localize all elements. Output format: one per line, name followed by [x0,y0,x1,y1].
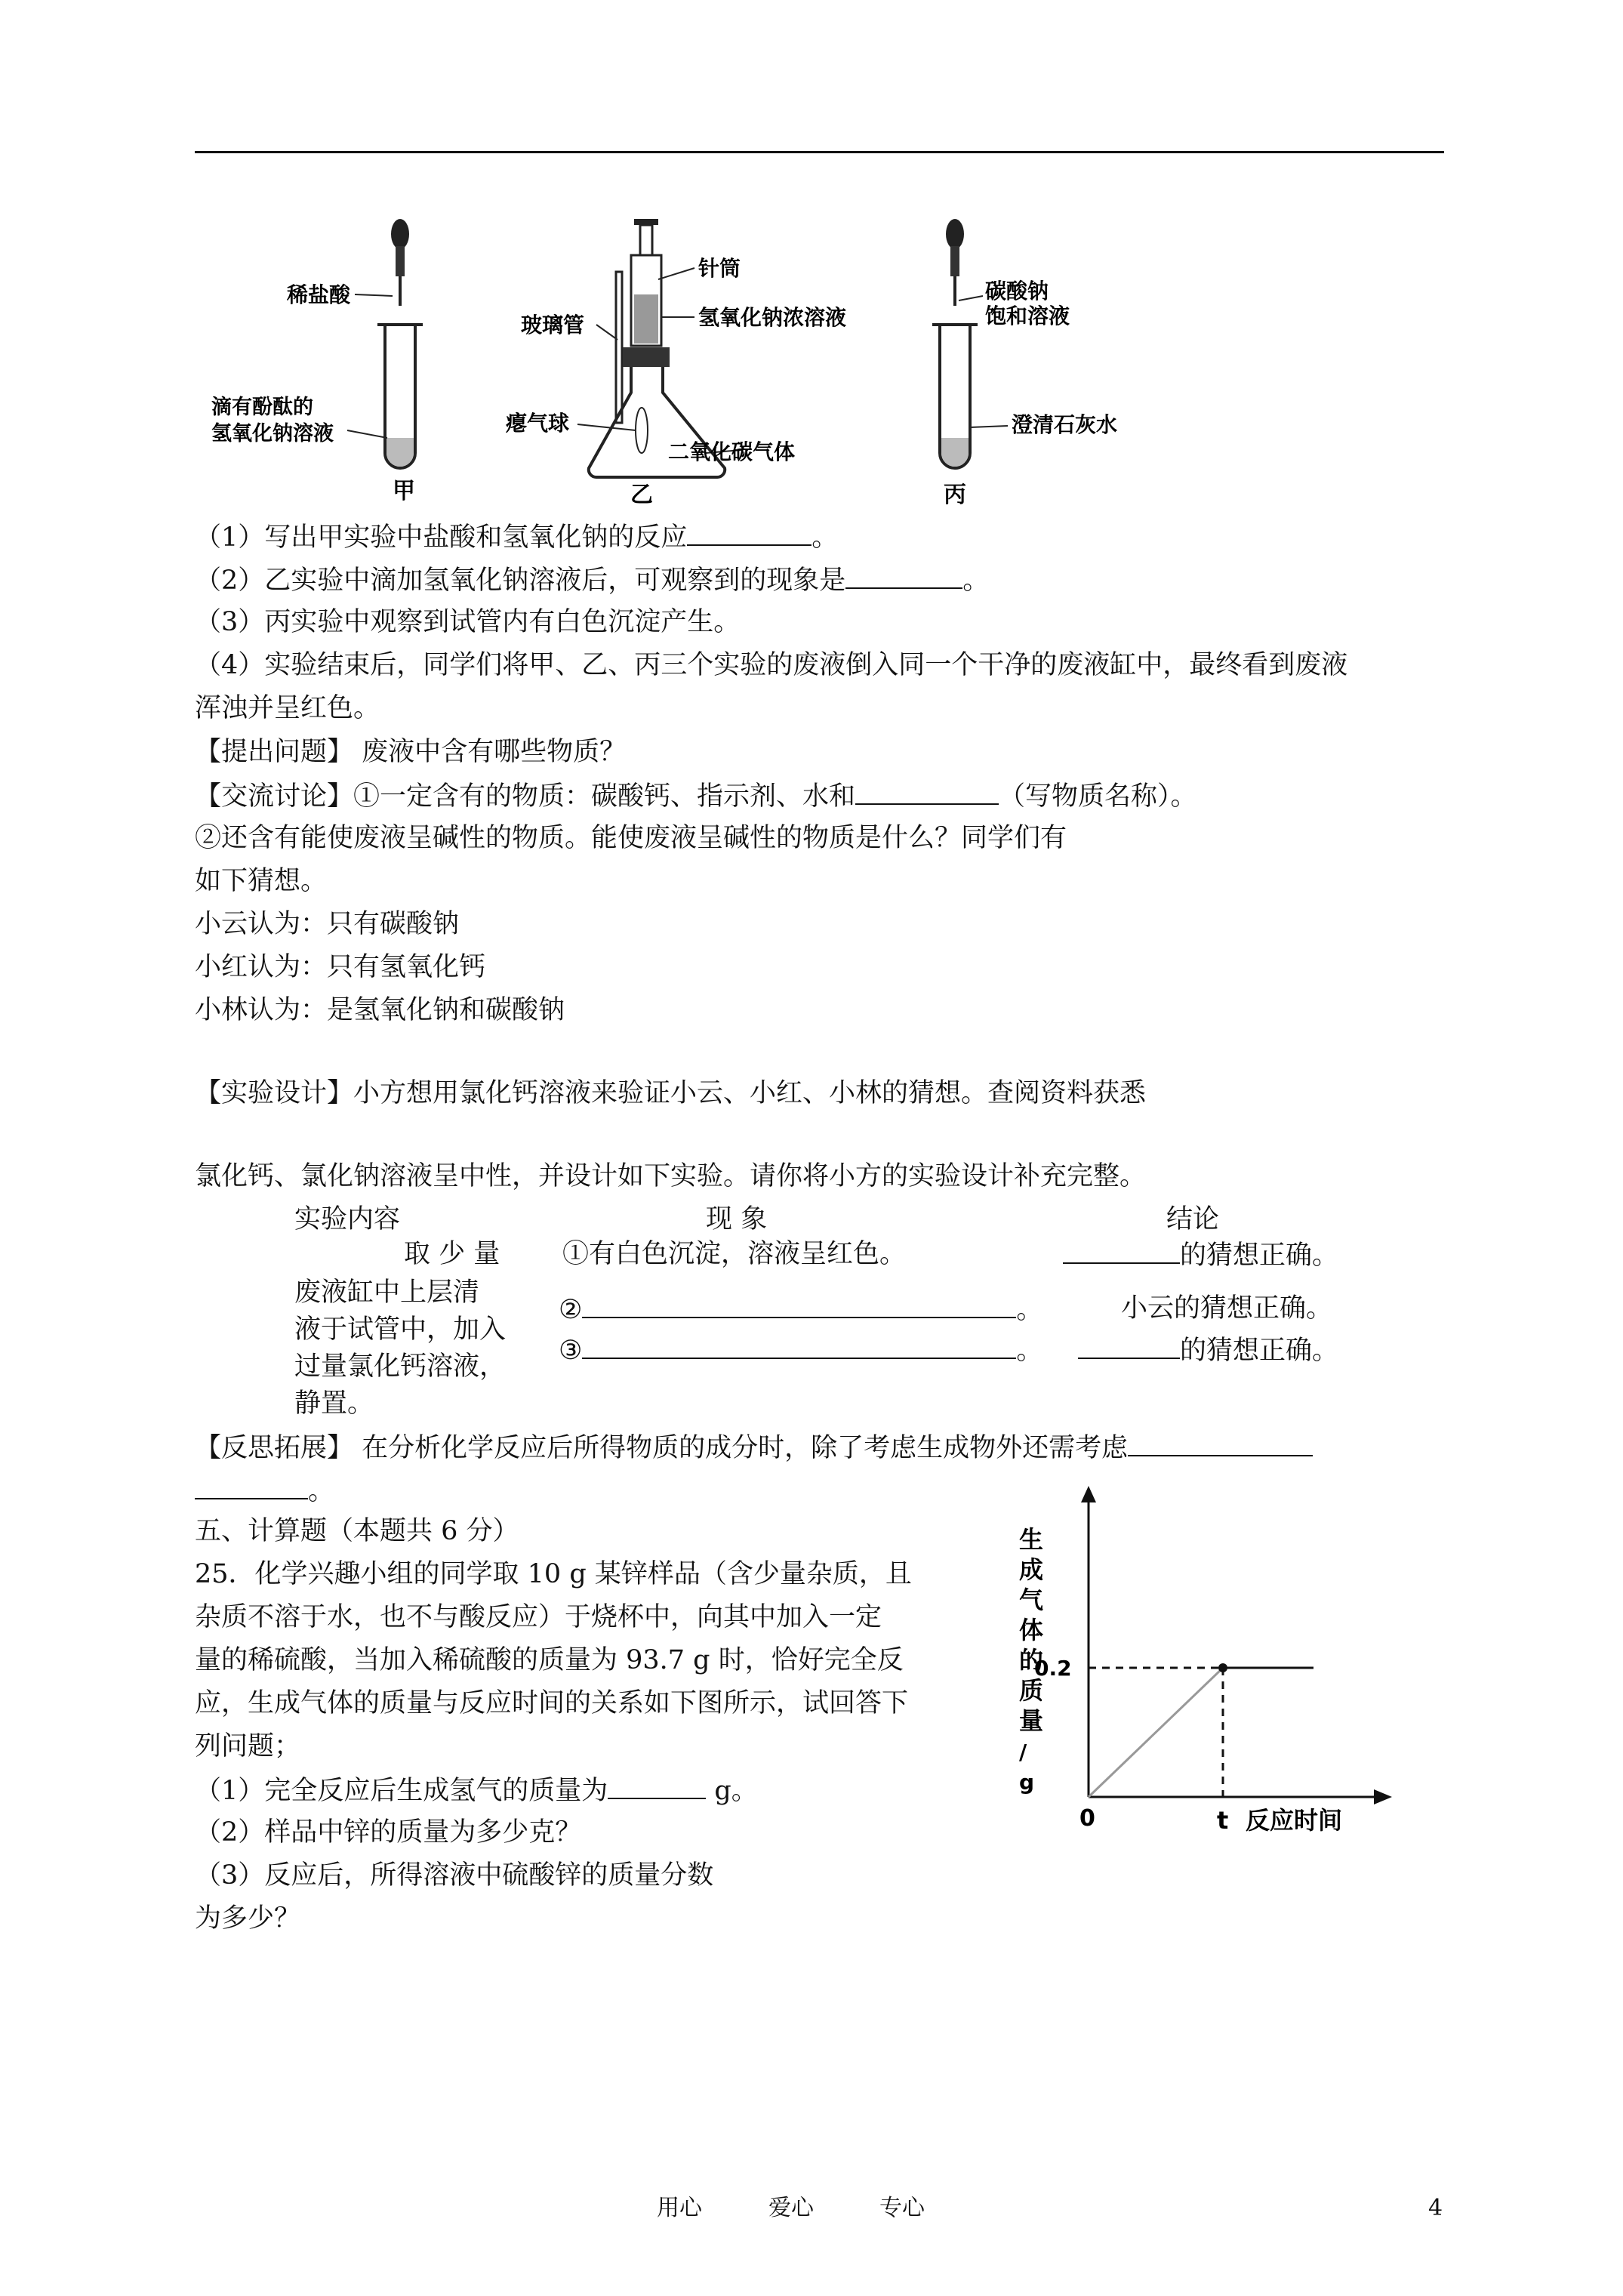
yi-syringe-label: 针筒 [698,256,741,281]
question-1: （1）写出甲实验中盐酸和氢氧化钠的反应 。 [195,519,838,555]
jia-label: 甲 [393,478,415,504]
x-tick-label: t [1217,1806,1229,1835]
calc-problem-line-3: 量的稀硫酸，当加入稀硫酸的质量为 93.7 g 时，恰好完全反 [195,1645,904,1675]
data-point-complete [1218,1663,1227,1672]
series-line-rise [1089,1668,1223,1797]
substance-name-blank[interactable] [855,778,999,805]
question-2: （2）乙实验中滴加氢氧化钠溶液后，可观察到的现象是 。 [195,562,989,598]
calc-section-title: 五、计算题（本题共 6 分） [195,1516,519,1546]
table-header-content: 实验内容 [294,1204,401,1234]
row1-conclusion: 的猜想正确。 [1063,1237,1338,1273]
bing-tube-label: 澄清石灰水 [1012,412,1118,437]
jia-tube-label-1: 滴有酚酞的 [211,396,313,419]
design-line-2: 氯化钙、氯化钠溶液呈中性，并设计如下实验。请你将小方的实验设计补充完整。 [195,1161,1147,1191]
y-axis-label: 生成气体的质量/ g [1019,1525,1044,1795]
content-line-4: 过量氯化钙溶液， [294,1351,507,1382]
figure-jia [211,219,423,504]
content-line-3: 液于试管中，加入 [294,1314,507,1345]
origin-label: 0 [1079,1805,1095,1832]
x-axis-arrow [1374,1789,1392,1804]
guess-xiaohong: 小红认为：只有氢氧化钙 [195,952,486,982]
row2-phenomenon: ② 。 [559,1291,1042,1327]
guess-xiaoyun: 小云认为：只有碳酸钠 [195,909,460,939]
row1-conclusion-blank[interactable] [1063,1237,1180,1264]
reflection-blank-1[interactable] [1128,1429,1313,1456]
calc-problem-line-4: 应，生成气体的质量与反应时间的关系如下图所示，试回答下 [195,1688,909,1718]
y-tick-label: 0.2 [1034,1656,1072,1681]
row3-conclusion: 的猜想正确。 [1078,1332,1338,1368]
hydrogen-mass-blank[interactable] [608,1772,706,1799]
question-4-line-1: （4）实验结束后，同学们将甲、乙、丙三个实验的废液倒入同一个干净的废液缸中，最终看到废液 [195,650,1348,680]
y-axis-arrow [1081,1486,1096,1502]
figure-bing [932,219,1117,508]
content-line-1: 取 少 量 [404,1239,500,1269]
yi-solution-label: 氢氧化钠浓溶液 [698,305,847,330]
discussion-1: 【交流讨论】①一定含有的物质：碳酸钙、指示剂、水和 （写物质名称）。 [195,778,1197,814]
gas-mass-chart [996,1480,1419,1842]
question-3: （3）丙实验中观察到试管内有白色沉淀产生。 [195,607,741,637]
content-line-5: 静置。 [294,1388,374,1419]
row1-phenomenon: ①有白色沉淀，溶液呈红色。 [562,1239,907,1269]
figure-yi [506,219,846,508]
calc-sub-1: （1）完全反应后生成氢气的质量为 g。 [195,1772,758,1808]
table-header-conclusion: 结论 [1166,1204,1220,1234]
row2-phenomenon-blank[interactable] [582,1291,1016,1318]
footer-motto-3: 专心 [879,2195,925,2221]
reflection-line-1: 【反思拓展】 在分析化学反应后所得物质的成分时，除了考虑生成物外还需考虑 [195,1429,1313,1465]
reflection-line-2: 。 [195,1472,334,1509]
question-4-line-2: 浑浊并呈红色。 [195,693,380,723]
guess-xiaolin: 小林认为：是氢氧化钠和碳酸钠 [195,995,565,1025]
discussion-3: 如下猜想。 [195,866,328,896]
reflection-blank-2[interactable] [195,1472,308,1499]
calc-problem-line-2: 杂质不溶于水，也不与酸反应）于烧杯中，向其中加入一定 [195,1602,882,1632]
q1-answer-blank[interactable] [687,519,812,546]
design-line-1: 【实验设计】小方想用氯化钙溶液来验证小云、小红、小林的猜想。查阅资料获悉 [195,1078,1147,1108]
header-rule [195,151,1444,153]
yi-balloon-label: 瘪气球 [506,411,570,436]
x-axis-label: 反应时间 [1246,1806,1343,1835]
yi-gas-label: 二氧化碳气体 [668,439,796,464]
bing-dropper-label-2: 饱和溶液 [985,304,1070,328]
page-number: 4 [1428,2195,1443,2221]
footer-motto-1: 用心 [657,2195,702,2221]
yi-label: 乙 [630,482,653,508]
bing-dropper-label-1: 碳酸钠 [985,279,1049,304]
calc-sub-2: （2）样品中锌的质量为多少克？ [195,1817,582,1848]
row3-phenomenon: ③ 。 [559,1332,1042,1368]
jia-tube-label-2: 氢氧化钠溶液 [211,422,334,445]
row3-phenomenon-blank[interactable] [582,1332,1016,1359]
calc-problem-line-1: 25．化学兴趣小组的同学取 10 g 某锌样品（含少量杂质，且 [195,1559,912,1589]
ask-question: 【提出问题】 废液中含有哪些物质？ [195,737,627,767]
table-header-phenomenon: 现 象 [706,1204,768,1234]
q2-answer-blank[interactable] [845,562,962,589]
footer-motto-2: 爱心 [768,2195,814,2221]
calc-problem-line-5: 列问题； [195,1731,301,1761]
row2-conclusion: 小云的猜想正确。 [1121,1293,1333,1324]
experiment-figures [204,211,1336,513]
bing-label: 丙 [944,482,966,508]
row3-conclusion-blank[interactable] [1078,1332,1180,1359]
calc-sub-3-line-2: 为多少？ [195,1903,301,1934]
calc-sub-3-line-1: （3）反应后，所得溶液中硫酸锌的质量分数 [195,1860,714,1891]
content-line-2: 废液缸中上层清 [294,1277,480,1308]
yi-glass-tube-label: 玻璃管 [521,313,585,337]
discussion-2: ②还含有能使废液呈碱性的物质。能使废液呈碱性的物质是什么？同学们有 [195,823,1067,853]
jia-dropper-label: 稀盐酸 [287,282,351,307]
